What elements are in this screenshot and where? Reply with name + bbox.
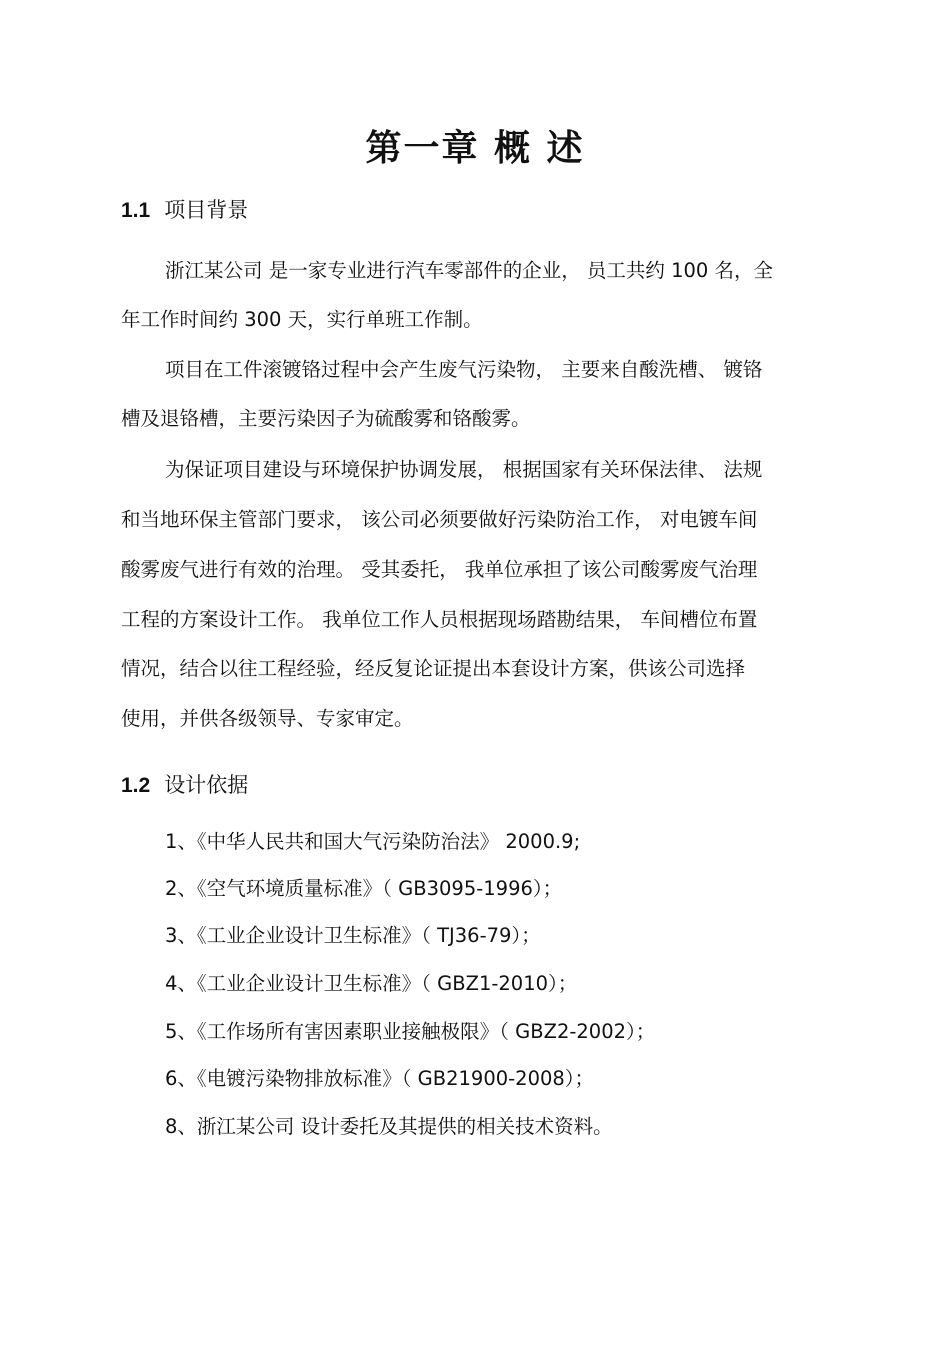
paragraph-line: 情况，结合以往工程经验，经反复论证提出本套设计方案，供该公司选择 bbox=[121, 657, 746, 680]
paragraph-line: 项目在工件滚镀铬过程中会产生废气污染物， 主要来自酸洗槽、 镀铬 bbox=[165, 358, 763, 381]
paragraph-line: 工程的方案设计工作。 我单位工作人员根据现场踏勘结果， 车间槽位布置 bbox=[121, 608, 758, 631]
section-heading-1-2 bbox=[121, 771, 248, 800]
section-title: 设计依据 bbox=[164, 773, 249, 797]
section-number: 1.2 bbox=[121, 774, 151, 797]
chapter-title: 第一章 概 述 bbox=[365, 127, 585, 169]
reference-item: 3、《工业企业设计卫生标准》（ TJ36-79）； bbox=[165, 924, 541, 947]
paragraph-line: 和当地环保主管部门要求， 该公司必须要做好污染防治工作， 对电镀车间 bbox=[121, 508, 758, 531]
reference-item: 2、《空气环境质量标准》（ GB3095-1996）； bbox=[165, 877, 563, 900]
paragraph-line: 为保证项目建设与环境保护协调发展， 根据国家有关环保法律、 法规 bbox=[165, 458, 763, 481]
section-number: 1.1 bbox=[121, 199, 151, 222]
paragraph-line: 浙江某公司 是一家专业进行汽车零部件的企业， 员工共约 100 名，全 bbox=[165, 259, 774, 282]
section-heading-1-1 bbox=[121, 196, 248, 225]
paragraph-line: 年工作时间约 300 天，实行单班工作制。 bbox=[121, 308, 483, 331]
paragraph-line: 槽及退铬槽，主要污染因子为硫酸雾和铬酸雾。 bbox=[121, 407, 531, 430]
reference-item: 4、《工业企业设计卫生标准》（ GBZ1-2010）； bbox=[165, 972, 578, 995]
section-title: 项目背景 bbox=[164, 198, 249, 222]
reference-item: 5、《工作场所有害因素职业接触极限》（ GBZ2-2002）； bbox=[165, 1020, 656, 1043]
paragraph-line: 使用，并供各级领导、专家审定。 bbox=[121, 707, 414, 730]
paragraph-line: 酸雾废气进行有效的治理。 受其委托， 我单位承担了该公司酸雾废气治理 bbox=[121, 558, 758, 581]
reference-item: 8、浙江某公司 设计委托及其提供的相关技术资料。 bbox=[165, 1115, 613, 1138]
reference-item: 1、《中华人民共和国大气污染防治法》 2000.9; bbox=[165, 830, 581, 853]
reference-item: 6、《电镀污染物排放标准》（ GB21900-2008）； bbox=[165, 1067, 595, 1090]
